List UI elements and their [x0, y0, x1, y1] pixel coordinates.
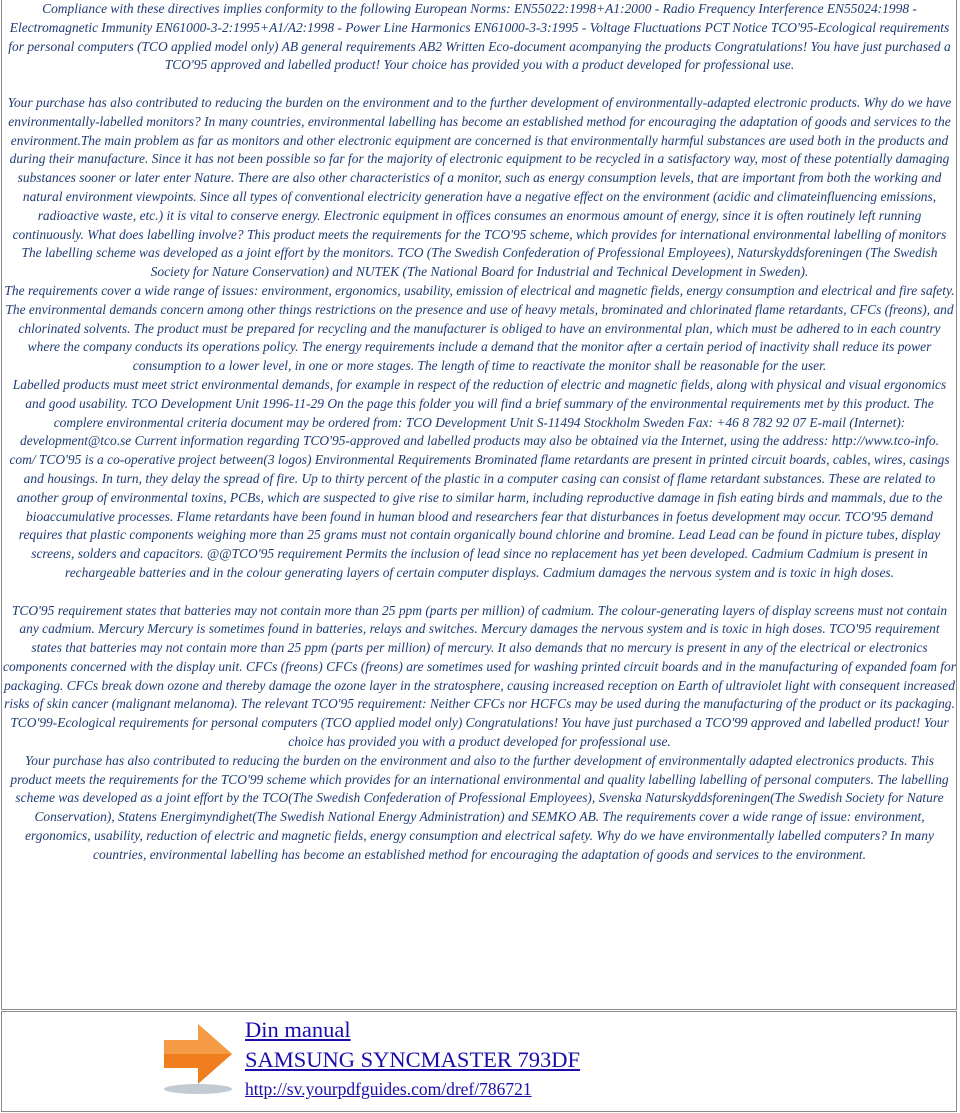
paragraph-labelled-products: Labelled products must meet strict environmental demands, for example in respect of the reduction of electric and magnetic fields, along with physical and visual ergonomics and good usability. TCO Development Unit 1996-11-29 On the page this folder you will find a brief summary of the environmental requirements met by this product. The complere environmental criteria document may be ordered from: TCO Development Unit S-11494 Stockholm Sweden Fax: +46 8 782 92 07 E-mail (Internet): development@tco.se Current information regarding TCO'95-approved and labelled products may also be obtained via the Internet, using the address: http://www.tco-info. [12, 376, 947, 449]
paragraph-norms: Compliance with these directives implies conformity to the following European Norms: EN55022:1998+A1:2000 - Radio Frequency Interference EN55024:1998 - Electromagnetic Immunity EN61000-3-2:1995+A1/A2:1998 - Power Line Harmonics EN61000-3-3:1995 - Voltage Fluctuations PCT Notice TCO'95-Ecological requirements for personal computers (TCO applied model only) AB general requirements AB2 Written Eco-document acompanying the products Congratulations! You have just purchased a TCO'95 approved and labelled product! Your choice has provided you with a product developed for professional use. [8, 1, 951, 73]
paragraph-flame-retardants: com/ TCO'95 is a co-operative project between(3 logos) Environmental Requirements Brominated flame retardants are present in printed circuit boards, cables, wires, casings and housings. In turn, they delay the spread of fire. Up to thirty percent of the plastic in a computer casing can consist of flame retardant substances. These are related to another group of environmental toxins, PCBs, which are suspected to give rise to similar harm, including reproductive damage in fish eating birds and mammals, due to the bioaccumulative processes. Flame retardants have been found in human blood and researchers fear that disturbances in foetus development may occur. TCO'95 demand requires that plastic components weighing more than 25 grams must not contain organically bound chlorine and bromine. Lead Lead can be found in picture tubes, display screens, solders and capacitors. @@TCO'95 requirement Permits the inclusion of lead since no replacement has yet been developed. Cadmium Cadmium is present in rechargeable batteries and in the colour generating layers of certain computer displays. Cadmium damages the nervous system and is toxic in high doses. [9, 452, 950, 580]
url-link[interactable]: http://sv.yourpdfguides.com/dref/786721 [245, 1079, 532, 1099]
manual-link[interactable]: Din manual [245, 1017, 351, 1042]
paragraph-cadmium-mercury-cfc: TCO'95 requirement states that batteries may not contain more than 25 ppm (parts per million) of cadmium. The colour-generating layers of display screens must not contain any cadmium. Mercury Mercury is sometimes found in batteries, relays and switches. Mercury damages the nervous system and is toxic in high doses. TCO'95 requirement states that batteries may not contain more than 25 ppm (parts per million) of mercury. It also demands that no mercury is present in any of the electrical or electronics components concerned with the display unit. CFCs (freons) CFCs (freons) are sometimes used for washing printed circuit boards and in the manufacturing of expanded foam for packaging. CFCs break down ozone and thereby damage the ozone layer in the stratosphere, causing increased reception on Earth of ultraviolet light with consequent increased risks of skin cancer (malignant melanoma). The relevant TCO'95 requirement: Neither CFCs nor HCFCs may be used during the manufacturing of the product or its packaging. TCO'99-Ecological requirements for personal computers (TCO applied model only) Congratulations! You have just purchased a TCO'99 approved and labelled product! Your choice has provided you with a product developed for professional use. [3, 602, 956, 750]
product-link[interactable]: SAMSUNG SYNCMASTER 793DF [245, 1047, 581, 1072]
document-body [3, 0, 956, 865]
footer-box [1, 1011, 957, 1112]
paragraph-gap [3, 583, 956, 602]
paragraph-tco95-requirements: The requirements cover a wide range of issues: environment, ergonomics, usability, emission of electrical and magnetic fields, energy consumption and electrical and fire safety. The environmental demands concern among other things restrictions on the presence and use of heavy metals, brominated and chlorinated flame retardants, CFCs (freons), and chlorinated solvents. The product must be prepared for recycling and the manufacturer is obliged to have an environmental plan, which must be adhered to in each country where the company conducts its operations policy. The energy requirements include a demand that the monitor after a certain period of inactivity shall reduce its power consumption to a lower level, in one or more stages. The length of time to reactivate the monitor shall be reasonable for the user. [4, 282, 955, 374]
footer-links [245, 1016, 580, 1101]
paragraph-tco99-purchase: Your purchase has also contributed to reducing the burden on the environment and also to the further development of environmentally adapted electronics products. This product meets the requirements for the TCO'99 scheme which provides for an international environmental and quality labelling labelling of personal computers. The labelling scheme was developed as a joint effort by the TCO(The Swedish Confederation of Professional Employees), Svenska Naturskyddsforeningen(The Swedish Society for Nature Conservation), Statens Energimyndighet(The Swedish National Energy Administration) and SEMKO AB. The requirements cover a wide range of issue: environment, ergonomics, usability, reduction of electric and magnetic fields, energy consumption and electrical safety. Why do we have environmentally labelled computers? In many countries, environmental labelling has become an established method for encouraging the adaptation of goods and services to the environment. [10, 752, 949, 862]
paragraph-gap [3, 75, 956, 94]
paragraph-tco95-purchase: Your purchase has also contributed to reducing the burden on the environment and to the further development of environmentally-adapted electronic products. Why do we have environmentally-labelled monitors? In many countries, environmental labelling has become an established method for encouraging the adaptation of goods and services to the environment.The main problem as far as monitors and other electronic equipment are concerned is that environmentally harmful substances are used both in the products and during their manufacture. Since it has not been possible so far for the majority of electronic equipment to be recycled in a satisfactory way, most of these potentially damaging substances sooner or later enter Nature. There are also other characteristics of a monitor, such as energy consumption levels, that are important from both the working and natural environment viewpoints. Since all types of conventional electricity generation have a negative effect on the environment (acidic and climateinfluencing emissions, radioactive waste, etc.) it is vital to conserve energy. Electronic equipment in offices consumes an enormous amount of energy, since it is often routinely left running continuously. What does labelling involve? This product meets the requirements for the TCO'95 scheme, which provides for international environmental labelling of monitors The labelling scheme was developed as a joint effort by the monitors. TCO (The Swedish Confederation of Professional Employees), Naturskyddsforeningen (The Swedish Society for Nature Conservation) and NUTEK (The National Board for Industrial and Technical Development in Sweden). [7, 94, 952, 280]
arrow-logo-icon [158, 1016, 238, 1096]
